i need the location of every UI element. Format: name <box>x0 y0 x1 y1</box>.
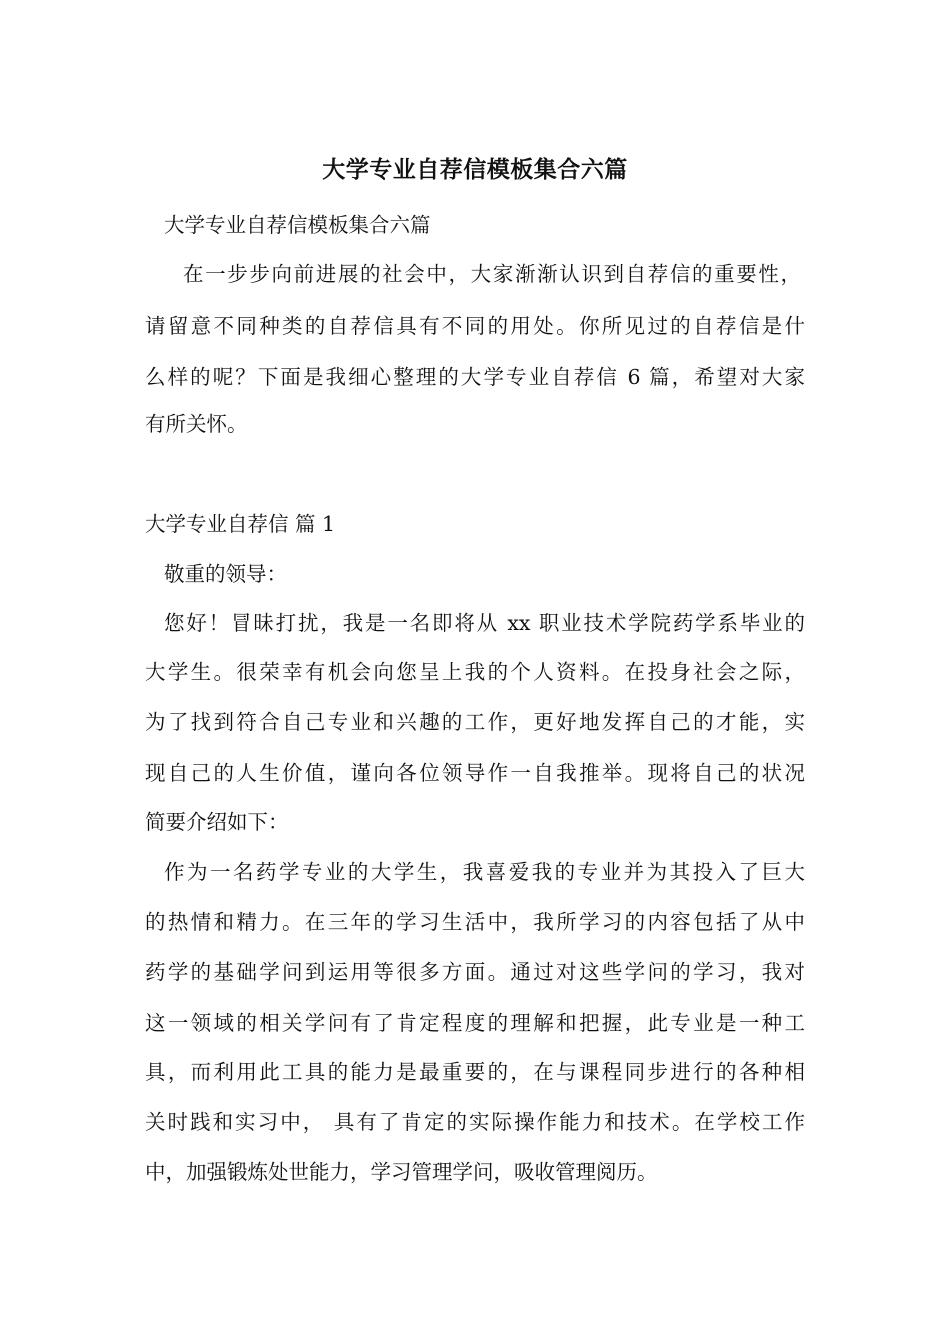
document-subtitle: 大学专业自荐信模板集合六篇 <box>164 213 431 237</box>
section-heading: 大学专业自荐信 篇 1 <box>145 512 336 536</box>
paragraph-line: 为了找到符合自己专业和兴趣的工作，更好地发挥自己的才能，实 <box>145 710 805 734</box>
salutation: 敬重的领导： <box>164 562 287 586</box>
paragraph-line: 这一领域的相关学问有了肯定程度的理解和把握，此专业是一种工 <box>145 1011 805 1035</box>
paragraph-line: 关时践和实习中， 具有了肯定的实际操作能力和技术。在学校工作 <box>145 1110 805 1134</box>
paragraph-line: 药学的基础学问到运用等很多方面。通过对这些学问的学习，我对 <box>145 960 805 984</box>
paragraph-line: 您好！冒昧打扰，我是一名即将从 xx 职业技术学院药学系毕业的 <box>164 611 805 635</box>
intro-line: 么样的呢？下面是我细心整理的大学专业自荐信 6 篇，希望对大家 <box>145 365 805 389</box>
paragraph-line: 的热情和精力。在三年的学习生活中，我所学习的内容包括了从中 <box>145 910 805 934</box>
paragraph-line: 具，而利用此工具的能力是最重要的，在与课程同步进行的各种相 <box>145 1060 805 1084</box>
intro-line: 有所关怀。 <box>145 412 248 436</box>
intro-line: 在一步步向前进展的社会中，大家渐渐认识到自荐信的重要性， <box>183 262 801 286</box>
paragraph-line: 现自己的人生价值，谨向各位领导作一自我推举。现将自己的状况 <box>145 761 805 785</box>
paragraph-line: 作为一名药学专业的大学生，我喜爱我的专业并为其投入了巨大 <box>164 860 805 884</box>
document-title: 大学专业自荐信模板集合六篇 <box>322 156 628 183</box>
intro-line: 请留意不同种类的自荐信具有不同的用处。你所见过的自荐信是什 <box>145 314 805 338</box>
paragraph-line: 中，加强锻炼处世能力，学习管理学问，吸收管理阅历。 <box>145 1160 658 1184</box>
paragraph-line: 大学生。很荣幸有机会向您呈上我的个人资料。在投身社会之际， <box>145 660 805 684</box>
paragraph-line: 简要介绍如下： <box>145 810 289 834</box>
